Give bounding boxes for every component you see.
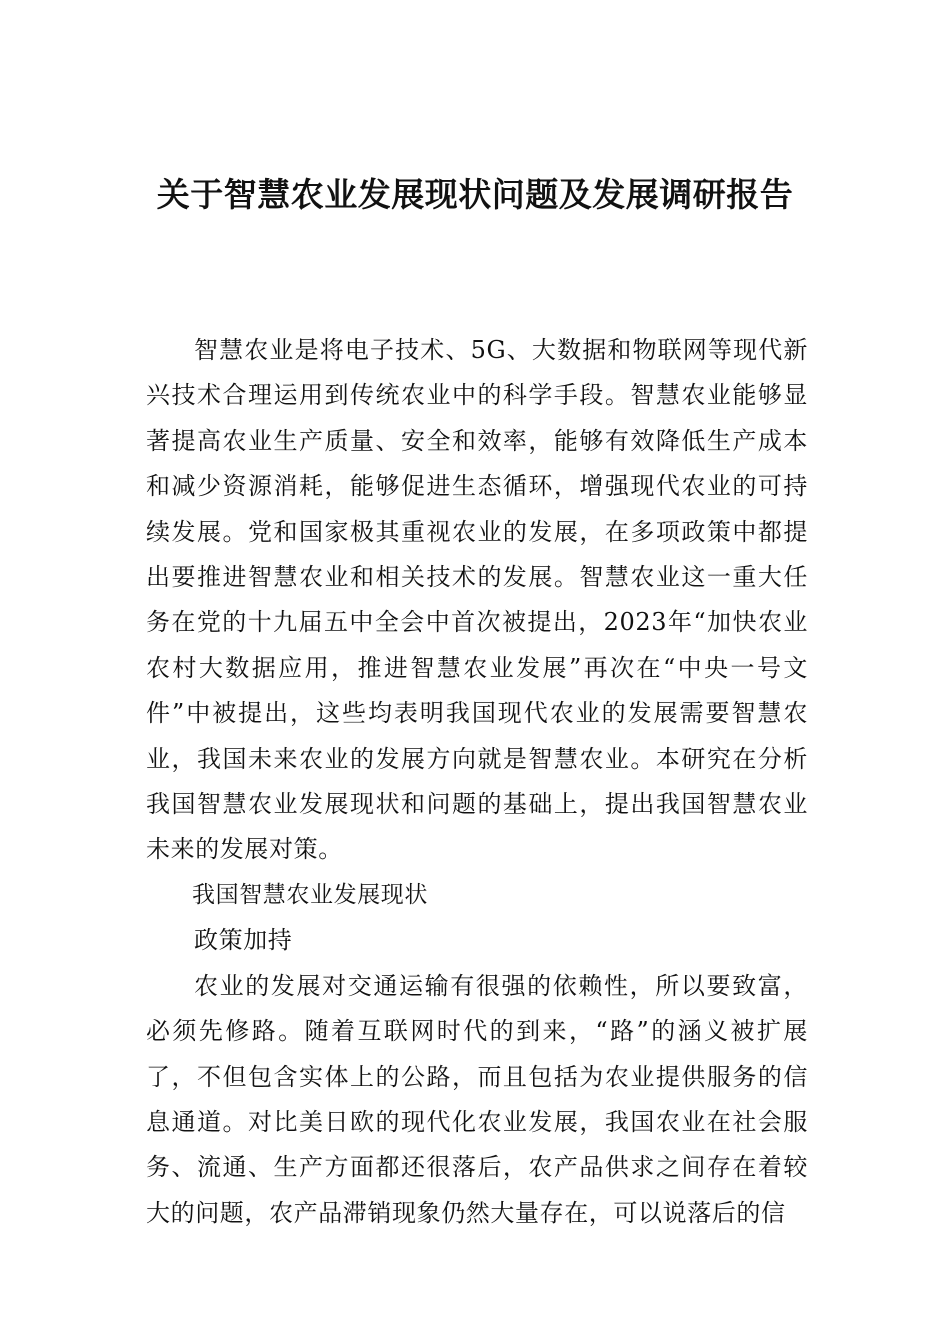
body-paragraph: 农业的发展对交通运输有很强的依赖性，所以要致富，必须先修路。随着互联网时代的到来，“路”的涵义被扩展了，不但包含实体上的公路，而且包括为农业提供服务的信息通道。对比美日欧的现代化农业发展，我国农业在社会服务、流通、生产方面都还很落后，农产品供求之间存在着较大的问题，农产品滞销现象仍然大量存在，可以说落后的信 bbox=[146, 971, 808, 1227]
intro-paragraph: 智慧农业是将电子技术、5G、大数据和物联网等现代新兴技术合理运用到传统农业中的科学手段。智慧农业能够显著提高农业生产质量、安全和效率，能够有效降低生产成本和减少资源消耗，能够促进生态循环，增强现代农业的可持续发展。党和国家极其重视农业的发展，在多项政策中都提出要推进智慧农业和相关技术的发展。智慧农业这一重大任务在党的十九届五中全会中首次被提出，2023年“加快农业农村大数据应用，推进智慧农业发展”再次在“中央一号文件”中被提出，这些均表明我国现代农业的发展需要智慧农业，我国未来农业的发展方向就是智慧农业。本研究在分析我国智慧农业发展现状和问题的基础上，提出我国智慧农业未来的发展对策。 bbox=[146, 336, 808, 864]
document-title: 关于智慧农业发展现状问题及发展调研报告 bbox=[156, 175, 794, 214]
document-body bbox=[146, 328, 808, 1236]
subsection-heading: 政策加持 bbox=[194, 926, 293, 955]
section-heading: 我国智慧农业发展现状 bbox=[192, 881, 428, 908]
